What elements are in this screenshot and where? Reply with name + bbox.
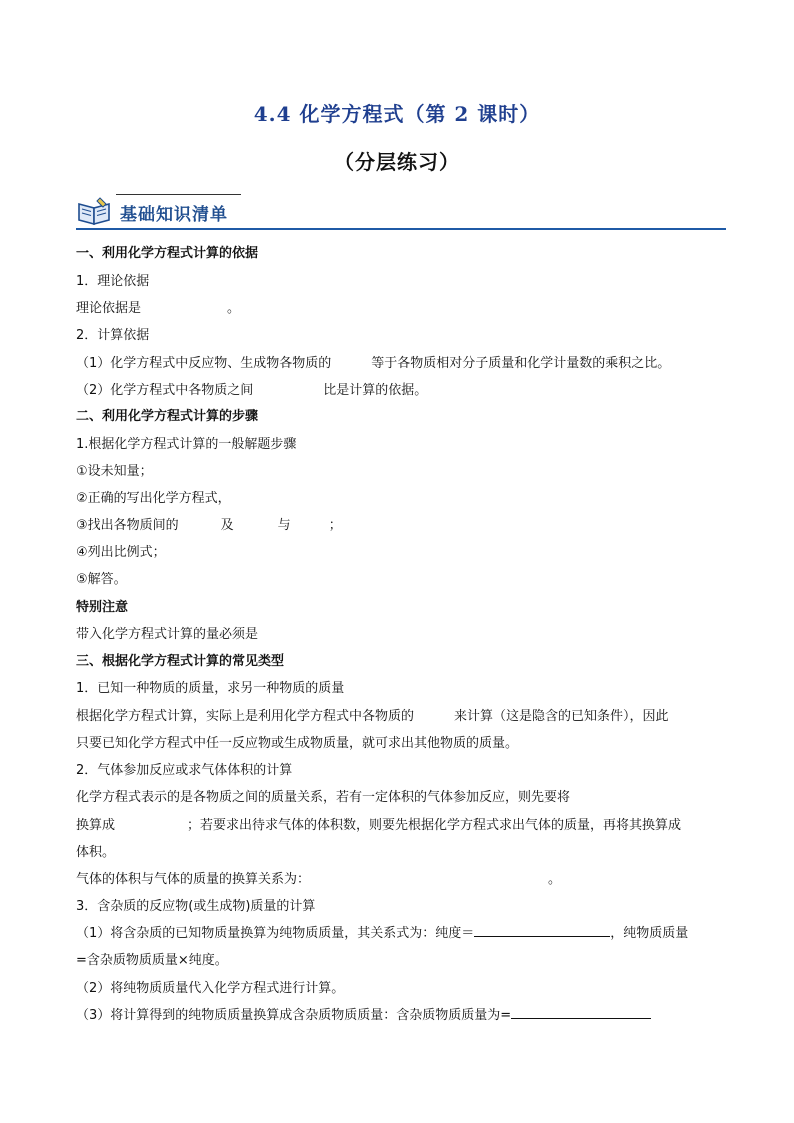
document-title: 4.4 化学方程式（第 2 课时） [253, 102, 541, 126]
s2-step2: ②正确的写出化学方程式， [76, 491, 231, 506]
s2-note-head: 特别注意 [76, 600, 129, 615]
s3-p3-item1: （1）将含杂质的已知物质量换算为纯物质质量，其关系式为：纯度＝ ，纯物质质量 [76, 926, 689, 941]
banner-rule [76, 228, 726, 230]
s1-p1-head: 1．理论依据 [76, 274, 150, 289]
s1-p2-item1: （1）化学方程式中反应物、生成物各物质的 等于各物质相对分子质量和化学计量数的乘积之比。 [76, 356, 671, 371]
s2-note-text: 带入化学方程式计算的量必须是 [76, 627, 259, 642]
purity-blank[interactable] [474, 924, 610, 937]
section2-heading: 二、利用化学方程式计算的步骤 [76, 409, 259, 424]
s1-p2-head: 2．计算依据 [76, 328, 150, 343]
book-icon [76, 196, 114, 226]
s3-p1-line1: 根据化学方程式计算，实际上是利用化学方程式中各物质的 来计算（这是隐含的已知条件），因此 [76, 709, 669, 724]
s3-p3-head: 3．含杂质的反应物(或生成物)质量的计算 [76, 899, 316, 914]
document-subtitle: （分层练习） [334, 150, 460, 174]
s3-p1-line2: 只要已知化学方程式中任一反应物或生成物质量，就可求出其他物质的质量。 [76, 736, 519, 751]
s3-p3-item3: （3）将计算得到的纯物质质量换算成含杂质物质质量：含杂质物质质量为= [76, 1004, 651, 1023]
s3-p3-item2: （2）将纯物质质量代入化学方程式进行计算。 [76, 981, 345, 996]
section3-heading: 三、根据化学方程式计算的常见类型 [76, 654, 285, 669]
s1-p2-item2: （2）化学方程式中各物质之间 比是计算的依据。 [76, 383, 428, 398]
s3-p2-line3: 体积。 [76, 845, 116, 860]
s3-p3-item1-cont: =含杂质物质质量×纯度。 [76, 953, 228, 968]
s1-p1-text: 理论依据是 。 [76, 301, 241, 316]
section-banner [76, 194, 726, 230]
banner-top-line [116, 194, 241, 195]
s3-p2-head: 2．气体参加反应或求气体体积的计算 [76, 763, 293, 778]
s2-step4: ④列出比例式； [76, 545, 166, 560]
s2-step5: ⑤解答。 [76, 572, 127, 587]
s3-p2-line2: 换算成 ；若要求出待求气体的体积数，则要先根据化学方程式求出气体的质量，再将其换算成 [76, 818, 682, 833]
s3-p1-head: 1．已知一种物质的质量，求另一种物质的质量 [76, 681, 345, 696]
s3-p2-line4: 气体的体积与气体的质量的换算关系为： 。 [76, 872, 562, 887]
s2-step1: ①设未知量； [76, 464, 153, 479]
impure-mass-blank[interactable] [511, 1006, 651, 1019]
s3-p2-line1: 化学方程式表示的是各物质之间的质量关系，若有一定体积的气体参加反应，则先要将 [76, 790, 571, 805]
s2-p1: 1.根据化学方程式计算的一般解题步骤 [76, 437, 297, 452]
s2-step3: ③找出各物质间的 及 与 ； [76, 518, 342, 533]
banner-label: 基础知识清单 [120, 205, 228, 225]
section1-heading: 一、利用化学方程式计算的依据 [76, 246, 259, 261]
